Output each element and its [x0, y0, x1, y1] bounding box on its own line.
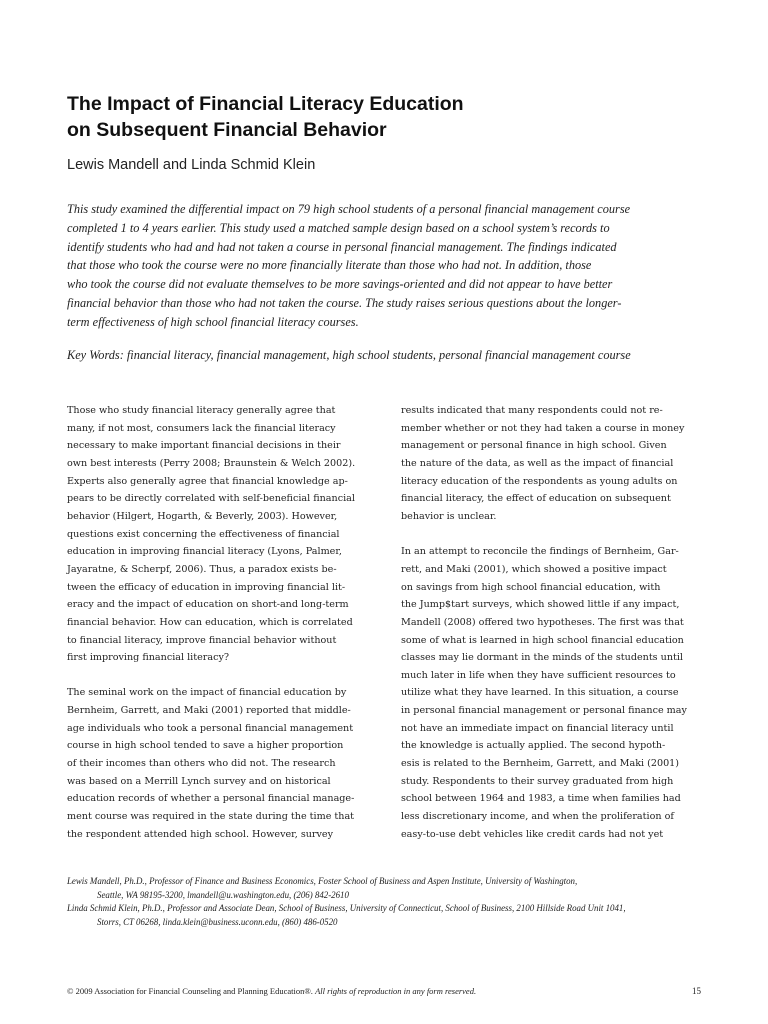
title-line-1: The Impact of Financial Literacy Education: [67, 93, 464, 115]
text-line: to financial literacy, improve financial behavior without: [67, 634, 337, 646]
paragraph-gap: [401, 526, 706, 544]
text-line: In an attempt to reconcile the findings of Bernheim, Gar-: [401, 546, 679, 558]
text-line: eracy and the impact of education on short-and long-term: [67, 599, 349, 611]
text-line: necessary to make important financial decisions in their: [67, 440, 341, 452]
text-line: education in improving financial literacy (Lyons, Palmer,: [67, 546, 342, 558]
text-line: The seminal work on the impact of financial education by: [67, 687, 347, 699]
keywords: Key Words: financial literacy, financial management, high school students, personal financial management course: [67, 348, 631, 362]
text-line: behavior is unclear.: [401, 510, 497, 522]
text-line: rett, and Maki (2001), which showed a positive impact: [401, 563, 667, 575]
text-line: Mandell (2008) offered two hypotheses. The first was that: [401, 616, 684, 628]
text-line: tween the efficacy of education in improving financial lit-: [67, 581, 346, 593]
abstract-line: who took the course did not evaluate themselves to be more savings-oriented and did not appear to have better: [67, 277, 613, 292]
paragraph: [401, 402, 706, 526]
footnote-line: Linda Schmid Klein, Ph.D., Professor and Associate Dean, School of Business, University of Connecticut, School of Business, 2100 Hillside Road Unit 1041,: [67, 903, 626, 914]
abstract-line: financial behavior than those who had not taken the course. The study raises serious questions about the longer-: [67, 295, 622, 310]
abstract-line: identify students who had and had not taken a course in personal financial management. The findings indicated: [67, 239, 617, 254]
text-line: first improving financial literacy?: [67, 652, 230, 664]
text-line: the Jump$tart surveys, which showed little if any impact,: [401, 599, 680, 611]
paragraph: [67, 684, 372, 843]
text-line: results indicated that many respondents could not re-: [401, 405, 663, 416]
text-line: the respondent attended high school. However, survey: [67, 828, 334, 840]
footnote-line: Seattle, WA 98195-3200, lmandell@u.washington.edu, (206) 842-2610: [97, 889, 349, 900]
text-line: age individuals who took a personal financial management: [67, 722, 354, 734]
text-line: Jayaratne, & Scherpf, 2006). Thus, a paradox exists be-: [67, 563, 337, 575]
text-line: course in high school tended to save a higher proportion: [67, 740, 344, 752]
text-line: pears to be directly correlated with self-beneficial financial: [67, 493, 355, 505]
text-line: financial literacy, the effect of education on subsequent: [401, 493, 671, 505]
page-number: 15: [692, 986, 701, 996]
text-line: the nature of the data, as well as the impact of financial: [401, 457, 674, 469]
text-line: not have an immediate impact on financial literacy until: [401, 722, 674, 734]
text-line: behavior (Hilgert, Hogarth, & Beverly, 2003). However,: [67, 510, 338, 522]
author-footnote: [67, 875, 717, 929]
text-line: less discretionary income, and when the proliferation of: [401, 811, 674, 823]
text-line: education records of whether a personal financial manage-: [67, 793, 355, 805]
page-footer: [67, 986, 707, 996]
text-line: many, if not most, consumers lack the financial literacy: [67, 422, 336, 434]
text-line: was based on a Merrill Lynch survey and on historical: [67, 775, 331, 787]
text-line: own best interests (Perry 2008; Braunstein & Welch 2002).: [67, 457, 356, 469]
text-line: on savings from high school financial education, with: [401, 581, 661, 593]
text-line: easy-to-use debt vehicles like credit cards had not yet: [401, 828, 664, 840]
text-line: Bernheim, Garrett, and Maki (2001) reported that middle-: [67, 705, 351, 717]
abstract-line: term effectiveness of high school financial literacy courses.: [67, 314, 359, 329]
text-line: literacy education of the respondents as young adults on: [401, 475, 678, 487]
title-line-2: on Subsequent Financial Behavior: [67, 119, 387, 141]
body-column-left: [67, 402, 372, 843]
text-line: some of what is learned in high school financial education: [401, 634, 684, 646]
text-line: member whether or not they had taken a course in money: [401, 422, 685, 434]
text-line: financial behavior. How can education, which is correlated: [67, 616, 353, 628]
text-line: in personal financial management or personal finance may: [401, 705, 687, 717]
text-line: of their incomes than others who did not. The research: [67, 758, 336, 770]
text-line: Experts also generally agree that financial knowledge ap-: [67, 475, 348, 487]
text-line: management or personal finance in high school. Given: [401, 440, 667, 452]
abstract-line: This study examined the differential impact on 79 high school students of a personal financial management course: [67, 202, 631, 216]
text-line: Those who study financial literacy generally agree that: [67, 405, 336, 416]
text-line: study. Respondents to their survey graduated from high: [401, 775, 674, 787]
paragraph: [67, 402, 372, 667]
body-column-right: [401, 402, 706, 843]
paragraph-gap: [67, 667, 372, 685]
text-line: ment course was required in the state during the time that: [67, 811, 355, 823]
authors: Lewis Mandell and Linda Schmid Klein: [67, 157, 316, 173]
text-line: questions exist concerning the effectiveness of financial: [67, 528, 340, 540]
paragraph: [401, 543, 706, 843]
abstract-line: that those who took the course were no more financially literate than those who had not. In addition, those: [67, 258, 592, 273]
footnote-line: Lewis Mandell, Ph.D., Professor of Finance and Business Economics, Foster School of Business and Aspen Institute, University of Washington,: [67, 876, 578, 886]
text-line: the knowledge is actually applied. The second hypoth-: [401, 740, 666, 752]
paper-title: [67, 91, 707, 143]
abstract: [67, 200, 707, 332]
footnote-line: Storrs, CT 06268, linda.klein@business.uconn.edu, (860) 486-0520: [97, 916, 338, 927]
text-line: utilize what they have learned. In this situation, a course: [401, 687, 679, 699]
copyright-notice: © 2009 Association for Financial Counseling and Planning Education®.: [67, 986, 313, 996]
abstract-line: completed 1 to 4 years earlier. This study used a matched sample design based on a school system’s records to: [67, 220, 610, 235]
rights-notice: All rights of reproduction in any form reserved.: [315, 986, 477, 996]
text-line: classes may lie dormant in the minds of the students until: [401, 652, 683, 664]
text-line: much later in life when they have sufficient resources to: [401, 669, 676, 681]
text-line: esis is related to the Bernheim, Garrett, and Maki (2001): [401, 758, 680, 770]
text-line: school between 1964 and 1983, a time when families had: [401, 793, 681, 805]
